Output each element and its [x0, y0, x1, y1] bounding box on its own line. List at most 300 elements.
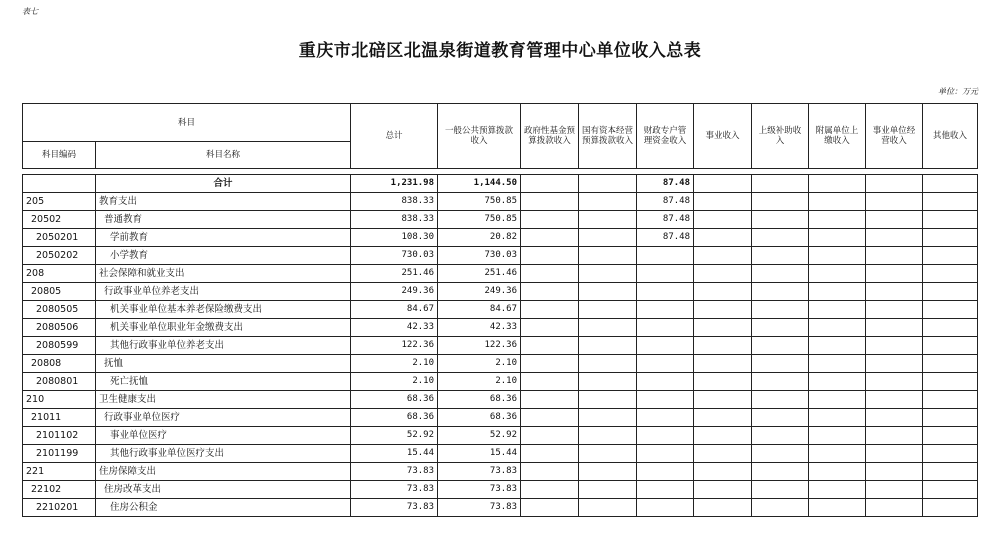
row-state-capital: [579, 283, 637, 301]
table-row: [23, 481, 978, 499]
row-general-budget: 2.10: [438, 373, 521, 391]
total-business-income: [694, 175, 752, 193]
row-code: [23, 229, 96, 247]
row-general-budget: 73.83: [438, 499, 521, 517]
row-code: [23, 337, 96, 355]
row-operating-income: [866, 427, 923, 445]
row-operating-income: [866, 319, 923, 337]
row-code: [23, 283, 96, 301]
row-general-budget: 52.92: [438, 427, 521, 445]
row-business-income: [694, 427, 752, 445]
row-business-income: [694, 391, 752, 409]
table-row: [23, 193, 978, 211]
row-other-income: [923, 481, 978, 499]
row-name: [96, 337, 351, 355]
row-gov-fund: [521, 229, 579, 247]
row-superior-subsidy: [752, 193, 809, 211]
row-business-income: [694, 499, 752, 517]
row-superior-subsidy: [752, 265, 809, 283]
row-superior-subsidy: [752, 499, 809, 517]
row-name-text: 卫生健康支出: [99, 394, 157, 405]
row-affiliated-income: [809, 445, 866, 463]
row-affiliated-income: [809, 193, 866, 211]
header-state-capital: 国有资本经营预算拨款收入: [579, 104, 637, 169]
row-name-text: 行政事业单位养老支出: [104, 286, 200, 297]
row-total: 838.33: [351, 211, 438, 229]
row-state-capital: [579, 355, 637, 373]
row-gov-fund: [521, 355, 579, 373]
row-code: [23, 319, 96, 337]
row-superior-subsidy: [752, 247, 809, 265]
row-state-capital: [579, 301, 637, 319]
header-superior-subsidy: 上级补助收入: [752, 104, 809, 169]
row-affiliated-income: [809, 409, 866, 427]
row-operating-income: [866, 301, 923, 319]
row-other-income: [923, 499, 978, 517]
row-gov-fund: [521, 247, 579, 265]
row-code-text: 2050201: [36, 232, 79, 243]
row-special-fund: [637, 265, 694, 283]
row-general-budget: 2.10: [438, 355, 521, 373]
row-gov-fund: [521, 499, 579, 517]
row-total: 84.67: [351, 301, 438, 319]
row-superior-subsidy: [752, 373, 809, 391]
row-operating-income: [866, 211, 923, 229]
total-sum: 1,231.98: [351, 175, 438, 193]
row-other-income: [923, 355, 978, 373]
row-code-text: 2080599: [36, 340, 79, 351]
row-code-text: 20808: [31, 358, 62, 369]
table-row: [23, 283, 978, 301]
row-operating-income: [866, 499, 923, 517]
row-gov-fund: [521, 211, 579, 229]
row-other-income: [923, 427, 978, 445]
row-operating-income: [866, 247, 923, 265]
row-code: [23, 391, 96, 409]
row-affiliated-income: [809, 319, 866, 337]
row-operating-income: [866, 373, 923, 391]
header-general-budget: 一般公共预算拨款收入: [438, 104, 521, 169]
row-state-capital: [579, 409, 637, 427]
row-special-fund: [637, 463, 694, 481]
row-state-capital: [579, 247, 637, 265]
row-affiliated-income: [809, 373, 866, 391]
row-affiliated-income: [809, 229, 866, 247]
row-business-income: [694, 283, 752, 301]
unit-label: 单位：万元: [938, 87, 978, 96]
row-affiliated-income: [809, 211, 866, 229]
row-general-budget: 68.36: [438, 409, 521, 427]
row-code: [23, 355, 96, 373]
row-affiliated-income: [809, 247, 866, 265]
row-name: [96, 445, 351, 463]
row-name: [96, 319, 351, 337]
row-general-budget: 20.82: [438, 229, 521, 247]
row-gov-fund: [521, 301, 579, 319]
row-other-income: [923, 463, 978, 481]
row-code-text: 20502: [31, 214, 62, 225]
row-name-text: 机关事业单位职业年金缴费支出: [110, 322, 244, 333]
row-name-text: 死亡抚恤: [110, 376, 149, 387]
row-code: [23, 211, 96, 229]
total-other-income: [923, 175, 978, 193]
row-general-budget: 73.83: [438, 481, 521, 499]
row-general-budget: 73.83: [438, 463, 521, 481]
row-name: [96, 265, 351, 283]
row-business-income: [694, 319, 752, 337]
row-name-text: 住房公积金: [110, 502, 158, 513]
table-row: [23, 337, 978, 355]
row-special-fund: [637, 337, 694, 355]
row-business-income: [694, 373, 752, 391]
row-special-fund: [637, 391, 694, 409]
row-business-income: [694, 481, 752, 499]
row-superior-subsidy: [752, 445, 809, 463]
row-other-income: [923, 229, 978, 247]
row-superior-subsidy: [752, 211, 809, 229]
row-name-text: 其他行政事业单位医疗支出: [110, 448, 225, 459]
row-code: [23, 265, 96, 283]
row-affiliated-income: [809, 481, 866, 499]
row-total: 73.83: [351, 481, 438, 499]
row-other-income: [923, 193, 978, 211]
row-code-text: 2080505: [36, 304, 79, 315]
row-affiliated-income: [809, 355, 866, 373]
row-affiliated-income: [809, 463, 866, 481]
row-business-income: [694, 229, 752, 247]
row-total: 2.10: [351, 355, 438, 373]
table-row: [23, 211, 978, 229]
row-total: 838.33: [351, 193, 438, 211]
row-affiliated-income: [809, 499, 866, 517]
table-row: [23, 463, 978, 481]
row-code-text: 2080801: [36, 376, 79, 387]
row-operating-income: [866, 283, 923, 301]
row-total: 73.83: [351, 463, 438, 481]
row-total: 251.46: [351, 265, 438, 283]
row-code: [23, 427, 96, 445]
header-special-fund: 财政专户管理资金收入: [637, 104, 694, 169]
total-special-fund: 87.48: [637, 175, 694, 193]
row-code: [23, 247, 96, 265]
row-name: [96, 391, 351, 409]
row-general-budget: 249.36: [438, 283, 521, 301]
row-name-text: 机关事业单位基本养老保险缴费支出: [110, 304, 263, 315]
row-state-capital: [579, 211, 637, 229]
row-name-text: 其他行政事业单位养老支出: [110, 340, 225, 351]
row-other-income: [923, 391, 978, 409]
row-state-capital: [579, 445, 637, 463]
row-name-text: 行政事业单位医疗: [104, 412, 181, 423]
row-superior-subsidy: [752, 229, 809, 247]
row-superior-subsidy: [752, 283, 809, 301]
row-other-income: [923, 373, 978, 391]
row-superior-subsidy: [752, 427, 809, 445]
table-row: [23, 499, 978, 517]
table-row: [23, 409, 978, 427]
table-row: [23, 445, 978, 463]
row-general-budget: 84.67: [438, 301, 521, 319]
row-operating-income: [866, 355, 923, 373]
row-state-capital: [579, 229, 637, 247]
row-gov-fund: [521, 391, 579, 409]
table-row: [23, 301, 978, 319]
row-name-text: 住房保障支出: [99, 466, 157, 477]
row-general-budget: 730.03: [438, 247, 521, 265]
row-total: 52.92: [351, 427, 438, 445]
row-state-capital: [579, 427, 637, 445]
row-code: [23, 445, 96, 463]
row-special-fund: [637, 445, 694, 463]
row-general-budget: 68.36: [438, 391, 521, 409]
row-superior-subsidy: [752, 355, 809, 373]
row-name: [96, 193, 351, 211]
row-name-text: 事业单位医疗: [110, 430, 168, 441]
header-subject: 科目: [23, 104, 351, 142]
row-special-fund: [637, 499, 694, 517]
row-state-capital: [579, 337, 637, 355]
row-superior-subsidy: [752, 391, 809, 409]
row-code-text: 205: [26, 196, 45, 207]
row-operating-income: [866, 445, 923, 463]
row-other-income: [923, 445, 978, 463]
row-business-income: [694, 193, 752, 211]
row-code-text: 21011: [31, 412, 62, 423]
row-gov-fund: [521, 409, 579, 427]
row-state-capital: [579, 373, 637, 391]
row-total: 73.83: [351, 499, 438, 517]
row-operating-income: [866, 463, 923, 481]
row-total: 42.33: [351, 319, 438, 337]
row-name: [96, 211, 351, 229]
total-row: [23, 175, 978, 193]
total-state-capital: [579, 175, 637, 193]
table-row: [23, 247, 978, 265]
row-other-income: [923, 409, 978, 427]
row-affiliated-income: [809, 301, 866, 319]
row-state-capital: [579, 319, 637, 337]
row-business-income: [694, 247, 752, 265]
row-name: [96, 427, 351, 445]
row-gov-fund: [521, 319, 579, 337]
row-special-fund: [637, 301, 694, 319]
document-title: 重庆市北碚区北温泉街道教育管理中心单位收入总表: [298, 41, 702, 61]
row-affiliated-income: [809, 337, 866, 355]
row-affiliated-income: [809, 391, 866, 409]
row-state-capital: [579, 265, 637, 283]
row-special-fund: [637, 283, 694, 301]
row-state-capital: [579, 391, 637, 409]
row-name-text: 学前教育: [110, 232, 149, 243]
table-row: [23, 355, 978, 373]
row-state-capital: [579, 481, 637, 499]
row-special-fund: [637, 355, 694, 373]
row-superior-subsidy: [752, 409, 809, 427]
row-business-income: [694, 409, 752, 427]
row-code-text: 2050202: [36, 250, 79, 261]
row-other-income: [923, 265, 978, 283]
row-name: [96, 499, 351, 517]
row-name: [96, 463, 351, 481]
row-general-budget: 15.44: [438, 445, 521, 463]
row-total: 15.44: [351, 445, 438, 463]
row-name: [96, 355, 351, 373]
table-row: [23, 319, 978, 337]
row-special-fund: 87.48: [637, 229, 694, 247]
row-state-capital: [579, 463, 637, 481]
total-label: 合计: [96, 175, 351, 193]
row-code-text: 2080506: [36, 322, 79, 333]
row-name-text: 住房改革支出: [104, 484, 162, 495]
row-code-text: 210: [26, 394, 45, 405]
row-name: [96, 373, 351, 391]
row-name-text: 普通教育: [104, 214, 143, 225]
row-name: [96, 229, 351, 247]
row-other-income: [923, 283, 978, 301]
row-business-income: [694, 445, 752, 463]
row-total: 68.36: [351, 391, 438, 409]
row-total: 730.03: [351, 247, 438, 265]
row-name: [96, 247, 351, 265]
header-business-income: 事业收入: [694, 104, 752, 169]
header-affiliated-income: 附属单位上缴收入: [809, 104, 866, 169]
row-code: [23, 481, 96, 499]
header-gov-fund: 政府性基金预算拨款收入: [521, 104, 579, 169]
row-gov-fund: [521, 337, 579, 355]
row-superior-subsidy: [752, 481, 809, 499]
row-superior-subsidy: [752, 301, 809, 319]
row-operating-income: [866, 409, 923, 427]
row-code: [23, 301, 96, 319]
header-operating-income: 事业单位经营收入: [866, 104, 923, 169]
row-name-text: 抚恤: [104, 358, 124, 369]
row-total: 108.30: [351, 229, 438, 247]
row-code-text: 20805: [31, 286, 62, 297]
row-state-capital: [579, 193, 637, 211]
row-code: [23, 373, 96, 391]
row-general-budget: 251.46: [438, 265, 521, 283]
table-row: [23, 373, 978, 391]
row-special-fund: 87.48: [637, 211, 694, 229]
row-affiliated-income: [809, 265, 866, 283]
row-operating-income: [866, 337, 923, 355]
header-total: 总计: [351, 104, 438, 169]
row-name: [96, 301, 351, 319]
row-gov-fund: [521, 445, 579, 463]
total-code: [23, 175, 96, 193]
row-gov-fund: [521, 427, 579, 445]
row-business-income: [694, 265, 752, 283]
total-superior-subsidy: [752, 175, 809, 193]
row-code-text: 22102: [31, 484, 62, 495]
row-gov-fund: [521, 283, 579, 301]
row-general-budget: 750.85: [438, 193, 521, 211]
row-name-text: 教育支出: [99, 196, 138, 207]
row-code-text: 221: [26, 466, 45, 477]
total-operating-income: [866, 175, 923, 193]
row-general-budget: 750.85: [438, 211, 521, 229]
row-superior-subsidy: [752, 463, 809, 481]
row-name: [96, 283, 351, 301]
row-code-text: 208: [26, 268, 45, 279]
row-code-text: 2101102: [36, 430, 79, 441]
row-affiliated-income: [809, 283, 866, 301]
row-business-income: [694, 355, 752, 373]
header-other-income: 其他收入: [923, 104, 978, 169]
table-row: [23, 265, 978, 283]
row-total: 68.36: [351, 409, 438, 427]
row-special-fund: 87.48: [637, 193, 694, 211]
row-gov-fund: [521, 265, 579, 283]
header-subject-name: 科目名称: [96, 142, 351, 169]
row-special-fund: [637, 247, 694, 265]
row-code: [23, 463, 96, 481]
row-gov-fund: [521, 373, 579, 391]
row-code-text: 2101199: [36, 448, 79, 459]
row-gov-fund: [521, 193, 579, 211]
row-affiliated-income: [809, 427, 866, 445]
total-general-budget: 1,144.50: [438, 175, 521, 193]
row-gov-fund: [521, 463, 579, 481]
row-code: [23, 409, 96, 427]
row-other-income: [923, 319, 978, 337]
total-gov-fund: [521, 175, 579, 193]
row-other-income: [923, 211, 978, 229]
income-summary-table: [22, 103, 978, 517]
total-affiliated-income: [809, 175, 866, 193]
row-superior-subsidy: [752, 337, 809, 355]
row-other-income: [923, 301, 978, 319]
table-row: [23, 391, 978, 409]
row-code: [23, 499, 96, 517]
row-name: [96, 481, 351, 499]
row-state-capital: [579, 499, 637, 517]
row-code-text: 2210201: [36, 502, 79, 513]
table-row: [23, 427, 978, 445]
row-operating-income: [866, 481, 923, 499]
table-number: 表七: [22, 7, 38, 16]
row-special-fund: [637, 319, 694, 337]
row-special-fund: [637, 427, 694, 445]
row-name-text: 社会保障和就业支出: [99, 268, 185, 279]
row-total: 249.36: [351, 283, 438, 301]
row-business-income: [694, 301, 752, 319]
row-total: 122.36: [351, 337, 438, 355]
row-special-fund: [637, 481, 694, 499]
row-operating-income: [866, 265, 923, 283]
table-row: [23, 229, 978, 247]
row-operating-income: [866, 229, 923, 247]
row-business-income: [694, 463, 752, 481]
row-business-income: [694, 211, 752, 229]
row-other-income: [923, 247, 978, 265]
row-total: 2.10: [351, 373, 438, 391]
row-other-income: [923, 337, 978, 355]
row-general-budget: 122.36: [438, 337, 521, 355]
row-code: [23, 193, 96, 211]
row-special-fund: [637, 373, 694, 391]
row-special-fund: [637, 409, 694, 427]
row-superior-subsidy: [752, 319, 809, 337]
row-operating-income: [866, 193, 923, 211]
row-general-budget: 42.33: [438, 319, 521, 337]
row-name: [96, 409, 351, 427]
row-name-text: 小学教育: [110, 250, 149, 261]
row-operating-income: [866, 391, 923, 409]
header-subject-code: 科目编码: [23, 142, 96, 169]
row-business-income: [694, 337, 752, 355]
row-gov-fund: [521, 481, 579, 499]
